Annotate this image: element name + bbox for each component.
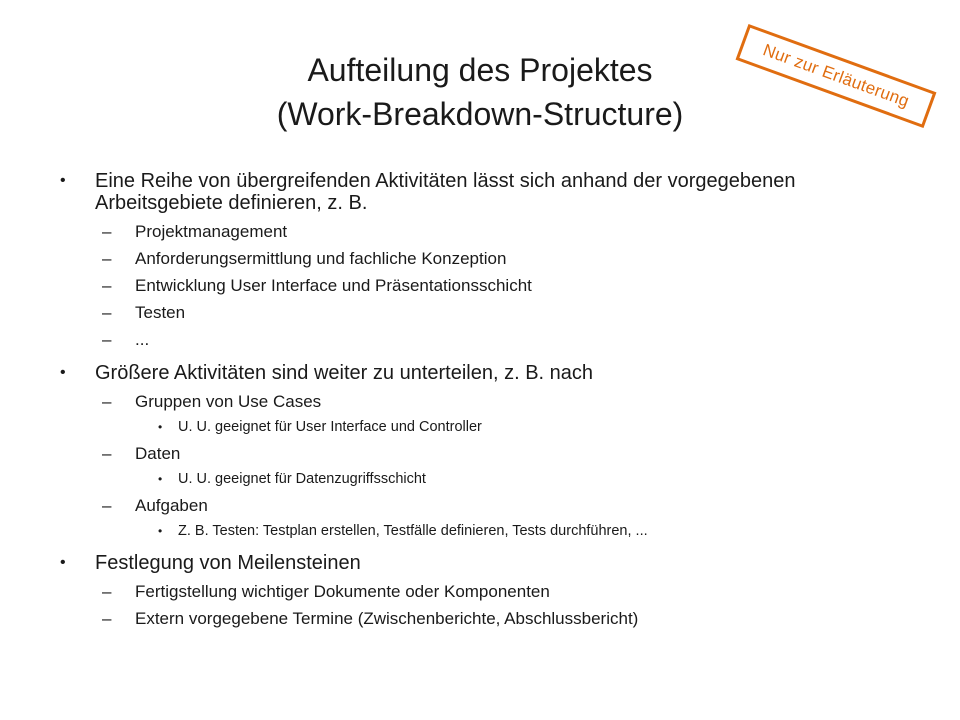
- sub-item: [60, 392, 920, 412]
- sub-sub-item: [60, 418, 920, 436]
- bullet-text: Größere Aktivitäten sind weiter zu unterteilen, z. B. nach: [95, 362, 594, 384]
- dash-icon: –: [102, 582, 112, 601]
- sub-sub-item-text: Z. B. Testen: Testplan erstellen, Testfälle definieren, Tests durchführen, ...: [178, 523, 648, 539]
- bullet-item: [60, 362, 920, 384]
- sub-sub-item: [60, 522, 920, 540]
- title-line-2: (Work-Breakdown-Structure): [276, 96, 684, 132]
- sub-item-text: Daten: [135, 444, 181, 463]
- sub-item: [60, 582, 920, 602]
- bullet-icon: •: [60, 554, 66, 571]
- sub-item-text: Anforderungsermittlung und fachliche Konzeption: [135, 249, 507, 268]
- sub-item: [60, 330, 920, 350]
- bullet-icon: •: [60, 172, 66, 189]
- sub-item: [60, 609, 920, 629]
- explanation-stamp: Nur zur Erläuterung: [736, 24, 937, 128]
- bullet-icon: •: [158, 524, 163, 538]
- sub-sub-item: [60, 470, 920, 488]
- sub-item: [60, 276, 920, 296]
- dash-icon: –: [102, 330, 112, 349]
- dash-icon: –: [102, 609, 112, 628]
- sub-item: [60, 303, 920, 323]
- dash-icon: –: [102, 496, 112, 515]
- dash-icon: –: [102, 222, 112, 241]
- bullet-item: [60, 552, 920, 574]
- bullet-icon: •: [158, 472, 163, 486]
- sub-item-text: Testen: [135, 303, 186, 322]
- bullet-item: [60, 170, 920, 214]
- bullet-icon: •: [158, 420, 163, 434]
- sub-sub-item-text: U. U. geeignet für User Interface und Controller: [178, 419, 482, 435]
- sub-item-text: Fertigstellung wichtiger Dokumente oder Komponenten: [135, 582, 550, 601]
- slide-title: [120, 48, 840, 136]
- bullet-icon: •: [60, 364, 66, 381]
- title-line-1: Aufteilung des Projektes: [307, 52, 653, 88]
- sub-item: [60, 444, 920, 464]
- sub-item: [60, 496, 920, 516]
- dash-icon: –: [102, 249, 112, 268]
- sub-item-text: Entwicklung User Interface und Präsentationsschicht: [135, 276, 532, 295]
- sub-item-text: Extern vorgegebene Termine (Zwischenberichte, Abschlussbericht): [135, 609, 639, 628]
- sub-item-text: Gruppen von Use Cases: [135, 392, 322, 411]
- sub-item-text: ...: [135, 330, 150, 349]
- slide-body: [60, 170, 920, 629]
- sub-item-text: Projektmanagement: [135, 222, 288, 241]
- dash-icon: –: [102, 276, 112, 295]
- bullet-text: Festlegung von Meilensteinen: [95, 552, 361, 574]
- sub-item-text: Aufgaben: [135, 496, 208, 515]
- bullet-text: Eine Reihe von übergreifenden Aktivitäten lässt sich anhand der vorgegebenen Arbeitsgebiete definieren, z. B.: [95, 170, 796, 214]
- sub-item: [60, 249, 920, 269]
- dash-icon: –: [102, 444, 112, 463]
- dash-icon: –: [102, 303, 112, 322]
- dash-icon: –: [102, 392, 112, 411]
- sub-sub-item-text: U. U. geeignet für Datenzugriffsschicht: [178, 471, 426, 487]
- sub-item: [60, 222, 920, 242]
